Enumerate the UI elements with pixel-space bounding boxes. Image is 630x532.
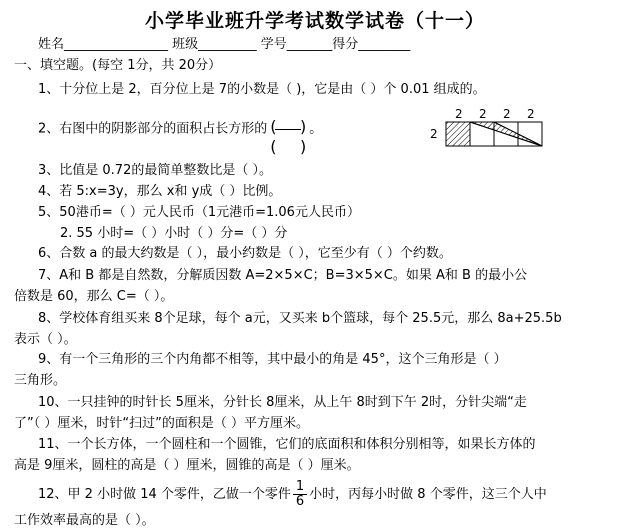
student-info-line: 姓名________________ 班级_________ 学号_______得分________ (38, 37, 411, 52)
question-2 (38, 110, 323, 156)
answer-fraction-blank[interactable]: ( ( ) ) (270, 117, 307, 156)
question-12-suffix: 小时，丙每小时做 8 个零件，这三个人中 (309, 487, 547, 502)
figure-top-label: 2 (527, 108, 535, 121)
figure-top-label: 2 (479, 108, 487, 121)
question-7a: 7、A和 B 都是自然数，分解质因数 A=2×5×C；B=3×5×C。如果 A和 B 的最小公 (38, 268, 528, 283)
figure-top-label: 2 (455, 108, 463, 121)
question-1: 1、十分位上是 2，百分位上是 7的小数是（ )，它是由（ ）个 0.01 组成的。 (38, 82, 486, 97)
question-11a: 11、一个长方体，一个圆柱和一个圆锥，它们的底面积和体积分别相等，如果长方体的 (38, 437, 536, 452)
question-12 (38, 478, 547, 512)
shaded-rectangle-figure (428, 108, 552, 152)
section-heading: 一、填空题。(每空 1分，共 20分） (14, 58, 222, 73)
question-10a: 10、一只挂钟的时针长 5厘米，分针长 8厘米，从上午 8时到下午 2时，分针尖端“走 (38, 395, 527, 410)
fraction-one-sixth (293, 480, 307, 509)
question-11b: 高是 9厘米，圆柱的高是（ ）厘米，圆锥的高是（ ）厘米。 (14, 458, 360, 473)
question-7b: 倍数是 60，那么 C=（ ）。 (14, 289, 174, 304)
page-title: 小学毕业班升学考试数学试卷（十一） (144, 10, 485, 32)
question-5a: 5、50港币=（ ）元人民币（1元港币=1.06元人民币） (38, 205, 360, 220)
question-10b: 了”（ ）厘米，时针“扫过”的面积是（ ）平方厘米。 (14, 416, 309, 431)
question-9a: 9、有一个三角形的三个内角都不相等，其中最小的角是 45°，这个三角形是（ ） (38, 352, 507, 367)
question-5b: 2. 55 小时=（ ）小时（ ）分=（ ）分 (60, 226, 288, 241)
question-9b: 三角形。 (14, 373, 67, 388)
figure-side-label: 2 (430, 127, 438, 141)
question-2-suffix: 。 (309, 121, 323, 137)
question-8b: 表示（ ）。 (14, 332, 77, 347)
question-3: 3、比值是 0.72的最简单整数比是（ ）。 (38, 163, 272, 178)
question-2-text: 2、右图中的阴影部分的面积占长方形的 (38, 121, 268, 137)
figure-top-label: 2 (503, 108, 511, 121)
question-12b: 工作效率最高的是（ ）。 (14, 513, 155, 528)
question-12-text: 12、甲 2 小时做 14 个零件，乙做一个零件 (38, 487, 291, 502)
question-4: 4、若 5:x=3y，那么 x和 y成（ ）比例。 (38, 184, 282, 199)
fraction-denominator: 6 (295, 494, 305, 509)
question-6: 6、合数 a 的最大约数是（ ），最小约数是（ ），它至少有（ ）个约数。 (38, 246, 452, 261)
question-8a: 8、学校体育组买来 8个足球，每个 a元，又买来 b个篮球，每个 25.5元，那么 8a+25.5b (38, 311, 562, 326)
fraction-numerator: 1 (293, 480, 307, 495)
